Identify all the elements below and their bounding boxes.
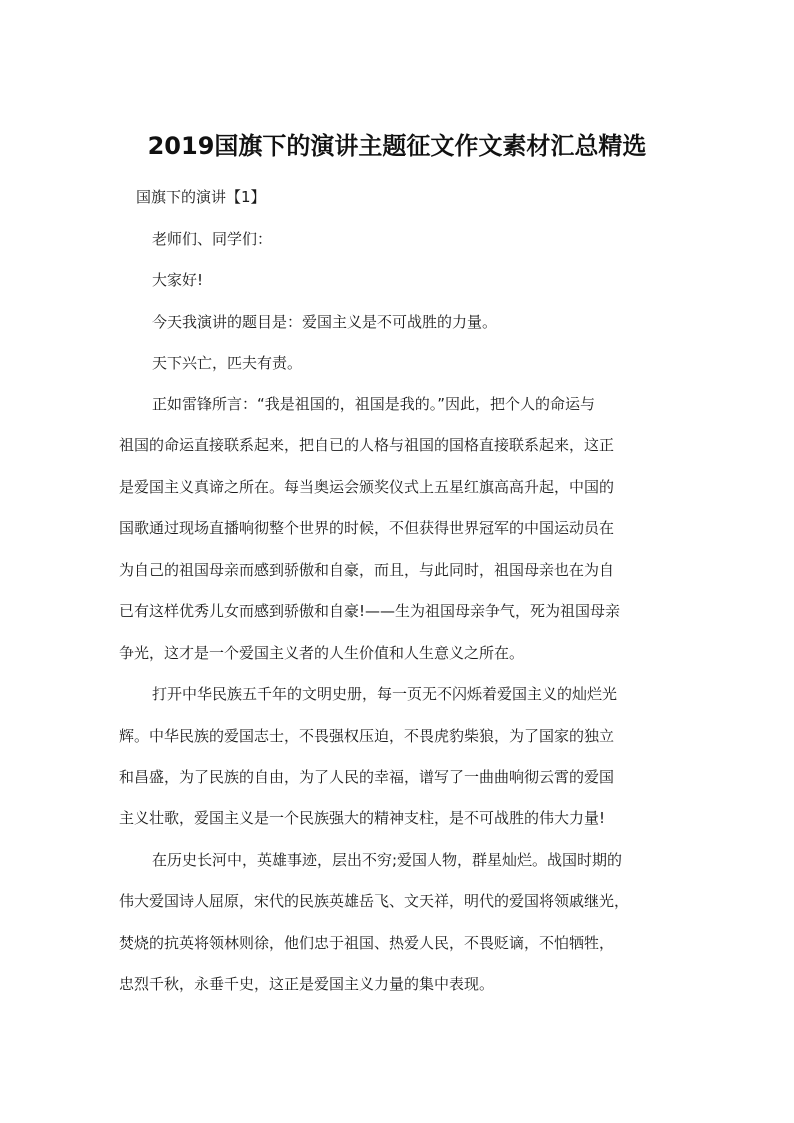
- paragraph-line: 为自己的祖国母亲而感到骄傲和自豪，而且，与此同时，祖国母亲也在为自: [119, 561, 615, 579]
- paragraph-line: 今天我演讲的题目是：爱国主义是不可战胜的力量。: [152, 313, 498, 331]
- paragraph-line: 天下兴亡，匹夫有责。: [152, 354, 303, 372]
- paragraph-line: 是爱国主义真谛之所在。每当奥运会颁奖仪式上五星红旗高高升起，中国的: [119, 478, 615, 496]
- paragraph-line: 忠烈千秋，永垂千史，这正是爱国主义力量的集中表现。: [119, 975, 495, 993]
- paragraph-line: 祖国的命运直接联系起来，把自已的人格与祖国的国格直接联系起来，这正: [119, 436, 615, 454]
- paragraph-line: 主义壮歌，爱国主义是一个民族强大的精神支柱，是不可战胜的伟大力量!: [119, 809, 606, 827]
- paragraph-line: 和昌盛，为了民族的自由，为了人民的幸福，谱写了一曲曲响彻云霄的爱国: [119, 768, 615, 786]
- paragraph-line: 正如雷锋所言：“我是祖国的，祖国是我的。”因此，把个人的命运与: [152, 395, 596, 413]
- paragraph-line: 争光，这才是一个爱国主义者的人生价值和人生意义之所在。: [119, 644, 525, 662]
- section-heading: 国旗下的演讲【1】: [136, 188, 266, 206]
- document-title: 2019国旗下的演讲主题征文作文素材汇总精选: [147, 132, 647, 160]
- paragraph-line: 在历史长河中，英雄事迹，层出不穷;爱国人物，群星灿烂。战国时期的: [152, 851, 623, 869]
- paragraph-line: 辉。中华民族的爱国志士，不畏强权压迫，不畏虎豹柴狼，为了国家的独立: [119, 727, 615, 745]
- paragraph-line: 焚烧的抗英将领林则徐，他们忠于祖国、热爱人民，不畏贬谪，不怕牺牲，: [119, 934, 615, 952]
- paragraph-line: 伟大爱国诗人屈原，宋代的民族英雄岳飞、文天祥，明代的爱国将领戚继光，: [119, 892, 630, 910]
- paragraph-line: 已有这样优秀儿女而感到骄傲和自豪!——生为祖国母亲争气，死为祖国母亲: [119, 602, 621, 620]
- paragraph-line: 老师们、同学们：: [152, 230, 273, 248]
- paragraph-line: 国歌通过现场直播响彻整个世界的时候，不但获得世界冠军的中国运动员在: [119, 519, 615, 537]
- paragraph-line: 大家好!: [152, 271, 204, 289]
- paragraph-line: 打开中华民族五千年的文明史册，每一页无不闪烁着爱国主义的灿烂光: [152, 685, 618, 703]
